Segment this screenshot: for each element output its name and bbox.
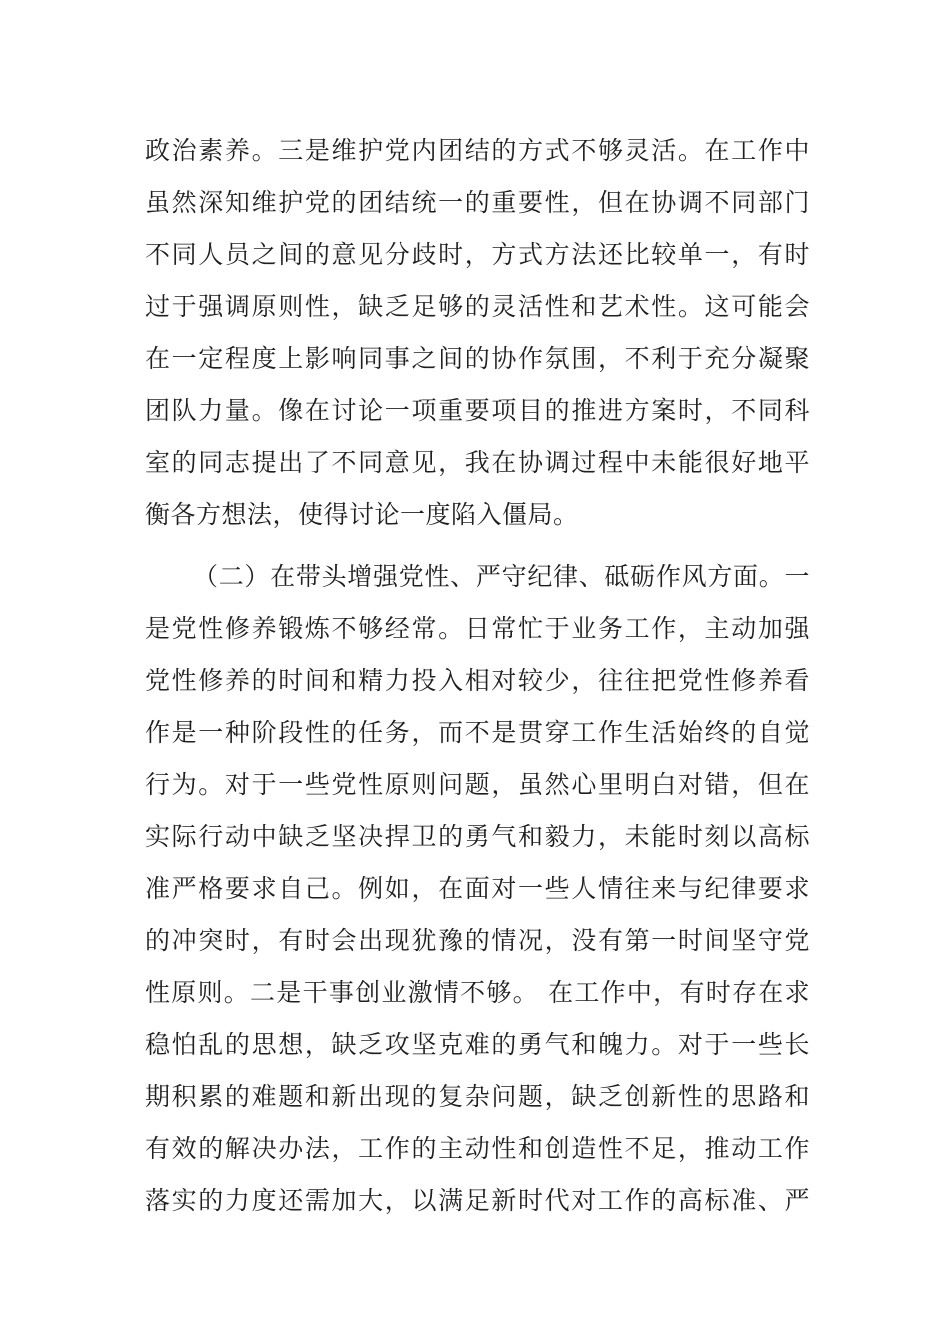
paragraph-2 (145, 551, 810, 1227)
text-line: 实际行动中缺乏坚决捍卫的勇气和毅力，未能时刻以高标 (145, 822, 810, 851)
paragraph-spacer (145, 541, 810, 551)
text-line: 衡各方想法，使得讨论一度陷入僵局。 (145, 500, 579, 529)
paragraph-1 (145, 125, 810, 541)
text-line: 行为。对于一些党性原则问题，虽然心里明白对错，但在 (145, 770, 810, 799)
text-line: 稳怕乱的思想，缺乏攻坚克难的勇气和魄力。对于一些长 (145, 1030, 810, 1059)
text-line: 过于强调原则性，缺乏足够的灵活性和艺术性。这可能会 (145, 292, 810, 321)
text-line: 准严格要求自己。例如，在面对一些人情往来与纪律要求 (145, 874, 810, 903)
section-heading-line: （二）在带头增强党性、严守纪律、砥砺作风方面。一 (193, 562, 810, 591)
text-line: 政治素养。三是维护党内团结的方式不够灵活。在工作中 (145, 136, 810, 165)
text-line: 落实的力度还需加大，以满足新时代对工作的高标准、严 (145, 1186, 810, 1215)
text-line: 在一定程度上影响同事之间的协作氛围，不利于充分凝聚 (145, 344, 810, 373)
text-line: 室的同志提出了不同意见，我在协调过程中未能很好地平 (145, 448, 810, 477)
text-line: 期积累的难题和新出现的复杂问题，缺乏创新性的思路和 (145, 1082, 810, 1111)
text-line: 党性修养的时间和精力投入相对较少，往往把党性修养看 (145, 666, 810, 695)
text-line: 作是一种阶段性的任务，而不是贯穿工作生活始终的自觉 (145, 718, 810, 747)
text-line: 不同人员之间的意见分歧时，方式方法还比较单一，有时 (145, 240, 810, 269)
document-body (145, 125, 810, 1227)
text-line: 性原则。二是干事创业激情不够。 在工作中，有时存在求 (145, 978, 810, 1007)
text-line: 虽然深知维护党的团结统一的重要性，但在协调不同部门 (145, 188, 810, 217)
text-line: 有效的解决办法，工作的主动性和创造性不足，推动工作 (145, 1134, 810, 1163)
text-line: 团队力量。像在讨论一项重要项目的推进方案时，不同科 (145, 396, 810, 425)
text-line: 的冲突时，有时会出现犹豫的情况，没有第一时间坚守党 (145, 926, 810, 955)
text-line: 是党性修养锻炼不够经常。日常忙于业务工作，主动加强 (145, 614, 810, 643)
